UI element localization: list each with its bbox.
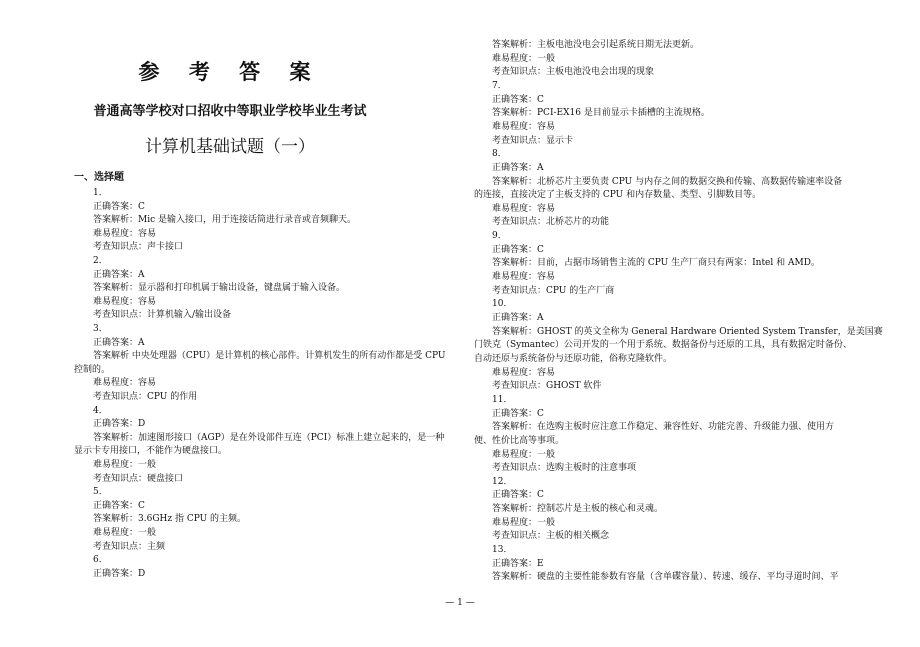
answer-line: 考查知识点：主板的相关概念 bbox=[492, 531, 610, 542]
answer-line: 答案解析：PCI-EX16 是目前显示卡插槽的主流规格。 bbox=[492, 108, 710, 119]
answer-line: 7． bbox=[492, 80, 507, 91]
answer-line: 12． bbox=[492, 476, 513, 487]
answer-line: 正确答案：E bbox=[492, 558, 544, 569]
answer-line: 正确答案：A bbox=[93, 337, 145, 348]
answer-line: 答案解析：硬盘的主要性能参数有容量（含单碟容量）、转速、缓存、平均寻道时间、平 bbox=[492, 572, 839, 583]
answer-line: 显示卡专用接口，不能作为硬盘接口。 bbox=[74, 446, 228, 457]
answer-line: 答案解析：控制芯片是主板的核心和灵魂。 bbox=[492, 504, 664, 515]
answer-line: 2． bbox=[93, 256, 108, 266]
answer-line: 难易程度：容易 bbox=[93, 228, 157, 239]
answer-line: 正确答案：A bbox=[492, 162, 544, 173]
answer-line: 正确答案：C bbox=[93, 201, 145, 212]
answer-line: 8． bbox=[492, 149, 507, 160]
answer-line: 1． bbox=[93, 188, 108, 198]
answer-line: 难易程度：一般 bbox=[93, 460, 157, 470]
answer-line: 的连接，直接决定了主板支持的 CPU 和内存数量、类型、引脚数目等。 bbox=[474, 190, 762, 201]
answer-line: 考查知识点：GHOST 软件 bbox=[492, 381, 602, 392]
answer-line: 难易程度：容易 bbox=[93, 378, 157, 389]
answer-line: 正确答案：C bbox=[492, 490, 544, 501]
answer-line: 正确答案：A bbox=[492, 313, 544, 323]
answer-line: 答案解析：目前，占据市场销售主流的 CPU 生产厂商只有两家：Intel 和 AMD。 bbox=[492, 258, 820, 269]
answer-line: 正确答案：C bbox=[93, 500, 145, 511]
answer-line: 考查知识点：选购主板时的注意事项 bbox=[492, 463, 637, 474]
section-heading: 一、选择题 bbox=[74, 172, 124, 183]
answer-line: 便、性价比高等事项。 bbox=[474, 435, 565, 446]
answer-line: 考查知识点：主板电池没电会出现的现象 bbox=[492, 67, 655, 78]
answer-line: 4． bbox=[93, 405, 108, 416]
answer-line: 难易程度：容易 bbox=[492, 272, 556, 283]
answer-line: 13． bbox=[492, 545, 513, 556]
answer-line: 难易程度：容易 bbox=[492, 121, 556, 132]
exam-title: 计算机基础试题（一） bbox=[145, 137, 315, 157]
answer-line: 考查知识点：计算机输入/输出设备 bbox=[93, 310, 232, 321]
answer-line: 答案解析：在选购主板时应注意工作稳定、兼容性好、功能完善、升级能力强、使用方 bbox=[492, 422, 835, 433]
answer-line: 正确答案：C bbox=[492, 408, 544, 419]
answer-line: 难易程度：一般 bbox=[492, 517, 556, 528]
answer-line: 考查知识点：声卡接口 bbox=[93, 242, 184, 253]
page-number: — 1 — bbox=[445, 598, 475, 608]
answer-line: 难易程度：容易 bbox=[93, 296, 157, 307]
answer-line: 考查知识点：北桥芯片的功能 bbox=[492, 217, 610, 228]
answer-line: 9． bbox=[492, 231, 507, 242]
answer-line: 门铁克（Symantec）公司开发的一个用于系统、数据备份与还原的工具，具有数据定时备份、 bbox=[474, 340, 852, 351]
answer-line: 考查知识点：显示卡 bbox=[492, 135, 574, 146]
answer-line: 考查知识点：CPU 的作用 bbox=[93, 392, 198, 402]
answer-line: 正确答案：A bbox=[93, 269, 145, 280]
answer-line: 考查知识点：CPU 的生产厂商 bbox=[492, 285, 615, 296]
answer-line: 控制的。 bbox=[74, 364, 111, 375]
answer-line: 难易程度：一般 bbox=[492, 53, 556, 64]
answer-line: 正确答案：D bbox=[93, 419, 146, 430]
answer-line: 难易程度：容易 bbox=[492, 203, 556, 214]
answer-line: 10． bbox=[492, 299, 513, 310]
answer-line: 答案解析：Mic 是输入接口，用于连接话筒进行录音或音频聊天。 bbox=[93, 215, 356, 226]
answer-line: 自动还原与系统备份与还原功能，俗称克隆软件。 bbox=[474, 353, 673, 364]
answer-line: 答案解析：3.6GHz 指 CPU 的主频。 bbox=[93, 514, 247, 525]
answer-line: 考查知识点：主频 bbox=[93, 541, 166, 552]
answer-line: 正确答案：C bbox=[492, 244, 544, 255]
exam-subtitle: 普通高等学校对口招收中等职业学校毕业生考试 bbox=[93, 104, 367, 119]
answer-line: 答案解析：GHOST 的英文全称为 General Hardware Oriented System Transfer，是美国赛 bbox=[492, 326, 883, 337]
answer-line: 难易程度：一般 bbox=[93, 528, 157, 538]
answer-line: 难易程度：容易 bbox=[492, 367, 556, 378]
answer-line: 3． bbox=[93, 324, 108, 334]
answer-line: 难易程度：一般 bbox=[492, 449, 556, 460]
answer-line: 正确答案：D bbox=[93, 568, 146, 579]
answer-line: 6． bbox=[93, 555, 108, 566]
answer-line: 11． bbox=[492, 394, 513, 405]
answer-line: 答案解析：北桥芯片主要负责 CPU 与内存之间的数据交换和传输、高数据传输速率设备 bbox=[492, 176, 843, 187]
answer-line: 正确答案：C bbox=[492, 94, 544, 105]
answer-line: 答案解析：显示器和打印机属于输出设备，键盘属于输入设备。 bbox=[93, 283, 346, 294]
answer-line: 答案解析：加速图形接口（AGP）是在外设部件互连（PCI）标准上建立起来的，是一种 bbox=[93, 432, 445, 443]
answer-line: 答案解析 中央处理器（CPU）是计算机的核心部件。计算机发生的所有动作都是受 CPU bbox=[93, 351, 446, 362]
page-title: 参 考 答 案 bbox=[138, 60, 322, 84]
answer-line: 答案解析：主板电池没电会引起系统日期无法更新。 bbox=[492, 40, 700, 50]
answer-line: 考查知识点：硬盘接口 bbox=[93, 473, 184, 484]
answer-line: 5． bbox=[93, 487, 108, 498]
